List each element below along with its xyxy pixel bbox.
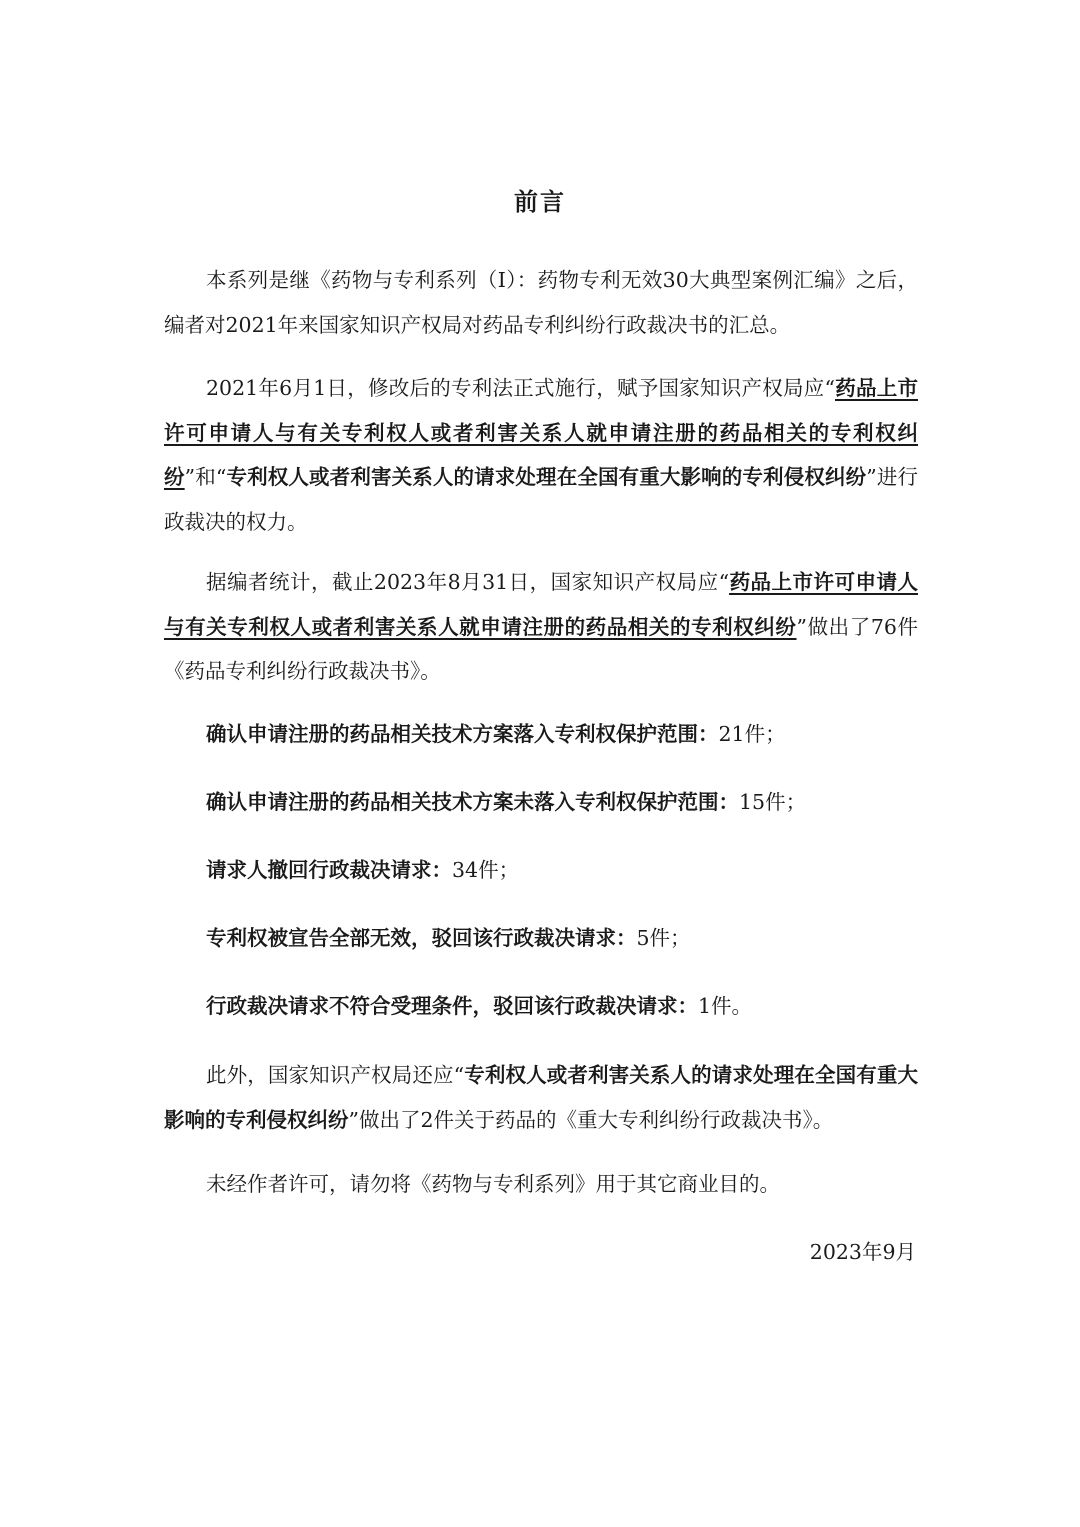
stats-tail-text: ”做出了76件《药品专利纠纷行政裁决书》。 — [164, 614, 918, 683]
document-date: 2023年9月 — [809, 1240, 916, 1264]
paragraph-additional — [164, 1053, 918, 1142]
stat-item-label: 请求人撤回行政裁决请求： — [206, 858, 452, 882]
stat-item-label: 确认申请注册的药品相关技术方案未落入专利权保护范围： — [206, 790, 739, 814]
additional-tail-text: ”做出了2件关于药品的《重大专利纠纷行政裁决书》。 — [348, 1107, 834, 1132]
stat-item — [206, 782, 918, 822]
stat-item-value: 5件； — [636, 926, 691, 950]
stat-item-label: 行政裁决请求不符合受理条件，驳回该行政裁决请求： — [206, 994, 698, 1018]
stat-item — [206, 986, 918, 1026]
law-mid-text: ”和“ — [184, 465, 227, 489]
stat-item-value: 34件； — [452, 858, 520, 882]
paragraph-intro: 本系列是继《药物与专利系列（I）：药物专利无效30大典型案例汇编》之后，编者对2021年来国家知识产权局对药品专利纠纷行政裁决书的汇总。 — [164, 268, 918, 337]
law-bold-dispute-1: 药品上市许可申请人与有关专利权人或者利害关系人就申请注册的药品相关的专利权纠纷 — [164, 376, 918, 489]
law-lead-text: 2021年6月1日，修改后的专利法正式施行，赋予国家知识产权局应“ — [206, 376, 835, 400]
paragraph-law-effective — [164, 366, 918, 544]
law-bold-dispute-2: 专利权人或者利害关系人的请求处理在全国有重大影响的专利侵权纠纷 — [226, 465, 867, 489]
additional-bold-dispute: 专利权人或者利害关系人的请求处理在全国有重大影响的专利侵权纠纷 — [164, 1063, 918, 1132]
stat-item-label: 专利权被宣告全部无效，驳回该行政裁决请求： — [206, 926, 637, 950]
paragraph-statistics — [164, 560, 918, 694]
stats-bold-dispute: 药品上市许可申请人与有关专利权人或者利害关系人就申请注册的药品相关的专利权纠纷 — [164, 570, 918, 639]
stat-item-value: 21件； — [718, 722, 786, 746]
additional-lead-text: 此外，国家知识产权局还应“ — [206, 1063, 465, 1087]
stat-item — [206, 918, 918, 958]
paragraph-copyright-notice: 未经作者许可，请勿将《药物与专利系列》用于其它商业目的。 — [206, 1172, 780, 1196]
stat-item-label: 确认申请注册的药品相关技术方案落入专利权保护范围： — [206, 722, 719, 746]
stat-item-value: 1件。 — [698, 994, 753, 1018]
law-tail-text: ”进行政裁决的权力。 — [164, 465, 919, 534]
stat-item-value: 15件； — [739, 790, 807, 814]
stat-item — [206, 850, 918, 890]
stats-lead-text: 据编者统计，截止2023年8月31日，国家知识产权局应“ — [206, 570, 730, 594]
page-title: 前言 — [514, 187, 566, 216]
stat-item — [206, 714, 918, 754]
